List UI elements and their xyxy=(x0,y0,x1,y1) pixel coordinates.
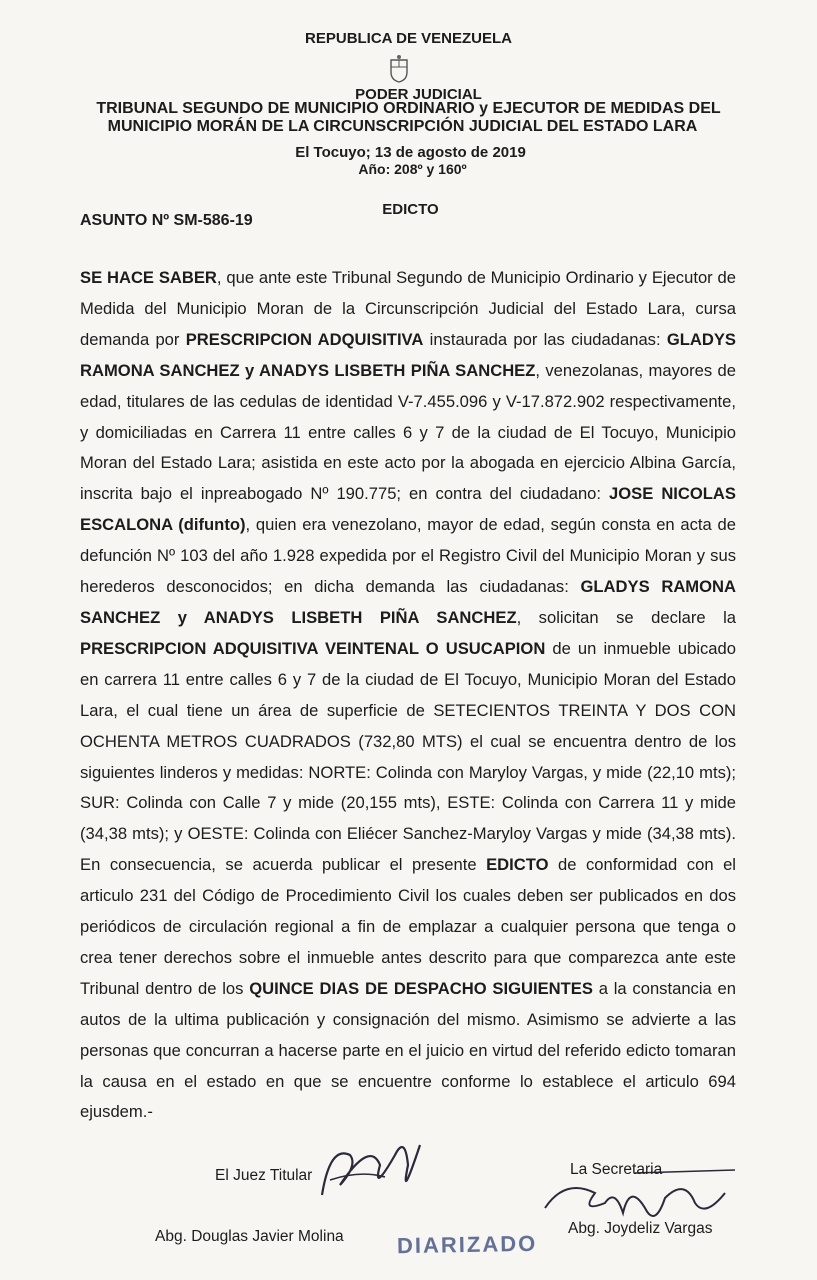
branch-heading: PODER JUDICIAL xyxy=(355,86,482,103)
bold-segment: QUINCE DIAS DE DESPACHO SIGUIENTES xyxy=(249,978,593,998)
text-segment: , que ante este Tribunal Segundo de Municipio Ordinario y Ejecutor de Medida del Municipio Moran de la Circunscripción Judicial del Estado Lara, cursa demanda por xyxy=(80,268,736,349)
text-segment: , solicitan se declare la xyxy=(516,607,736,627)
edict-body xyxy=(80,263,736,1128)
year-line: Año: 208º y 160º xyxy=(358,161,467,177)
republic-heading: REPUBLICA DE VENEZUELA xyxy=(305,30,512,47)
text-segment: de conformidad con el articulo 231 del Código de Procedimiento Civil los cuales deben ser publicados en dos periódicos de circulación regional a fin de emplazar a cualquier persona que tenga o crea tener derechos sobre el inmueble antes descrito para que comparezca ante este Tribunal dentro de los xyxy=(80,855,736,998)
judge-name: Abg. Douglas Javier Molina xyxy=(155,1228,344,1245)
text-segment: a la constancia en autos de la ultima publicación y consignación del mismo. Asimismo se advierte a las personas que concurran a hacerse parte en el juicio en virtud del referido edicto tomaran la causa en el estado en que se encuentre conforme lo establece el articulo 694 ejusdem.- xyxy=(80,978,737,1122)
coat-of-arms-icon xyxy=(388,54,410,84)
bold-segment: JOSE NICOLAS ESCALONA (difunto) xyxy=(80,484,736,535)
judge-title: El Juez Titular xyxy=(215,1167,313,1184)
tribunal-heading-line2: MUNICIPIO MORÁN DE LA CIRCUNSCRIPCIÓN JUDICIAL DEL ESTADO LARA xyxy=(107,118,698,135)
text-segment: instaurada por las ciudadanas: xyxy=(423,329,667,349)
text-segment: de un inmueble ubicado en carrera 11 entre calles 6 y 7 de la ciudad de El Tocuyo, Municipio Moran del Estado Lara, el cual tiene un área de superficie de SETECIENTOS TREINTA Y DOS CON OCHENTA METROS CUADRADOS (732,80 MTS) el cual se encuentra dentro de los siguientes linderos y medidas: NORTE: Colinda con Maryloy Vargas, y mide (22,10 mts); SUR: Colinda con Calle 7 y mide (20,155 mts), ESTE: Colinda con Carrera 11 y mide (34,38 mts); y OESTE: Colinda con Eliécer Sanchez-Maryloy Vargas y mide (34,38 mts). En consecuencia, se acuerda publicar el presente xyxy=(80,638,736,875)
text-segment: , venezolanas, mayores de edad, titulares de las cedulas de identidad V-7.455.096 y V-17.872.902 respectivamente, y domiciliadas en Carrera 11 entre calles 6 y 7 de la ciudad de El Tocuyo, Municipio Moran del Estado Lara; asistida en este acto por la abogada en ejercicio Albina García, inscrita bajo el inpreabogado Nº 190.775; en contra del ciudadano: xyxy=(80,360,736,504)
secretary-name: Abg. Joydeliz Vargas xyxy=(568,1220,713,1237)
place-date: El Tocuyo; 13 de agosto de 2019 xyxy=(295,144,526,161)
tribunal-heading-line1: TRIBUNAL SEGUNDO DE MUNICIPIO ORDINARIO y EJECUTOR DE MEDIDAS DEL xyxy=(96,100,721,117)
secretary-title: La Secretaria xyxy=(570,1161,663,1178)
bold-segment: PRESCRIPCION ADQUISITIVA xyxy=(185,329,424,349)
diarizado-stamp: DIARIZADO xyxy=(396,1230,538,1259)
bold-segment: SE HACE SABER xyxy=(80,268,217,287)
case-number: ASUNTO Nº SM-586-19 xyxy=(80,212,253,229)
bold-segment: EDICTO xyxy=(486,855,549,875)
bold-segment: GLADYS RAMONA SANCHEZ y ANADYS LISBETH PIÑA SANCHEZ xyxy=(80,329,736,380)
bold-segment: GLADYS RAMONA SANCHEZ y ANADYS LISBETH PIÑA SANCHEZ xyxy=(80,577,736,627)
document-title: EDICTO xyxy=(382,201,439,218)
judge-signature xyxy=(310,1125,430,1215)
bold-segment: PRESCRIPCION ADQUISITIVA VEINTENAL O USUCAPION xyxy=(80,638,546,658)
text-segment: , quien era venezolano, mayor de edad, según consta en acta de defunción Nº 103 del año 1.928 expedida por el Registro Civil del Municipio Moran y sus herederos desconocidos; en dicha demanda las ciudadanas: xyxy=(80,515,736,597)
